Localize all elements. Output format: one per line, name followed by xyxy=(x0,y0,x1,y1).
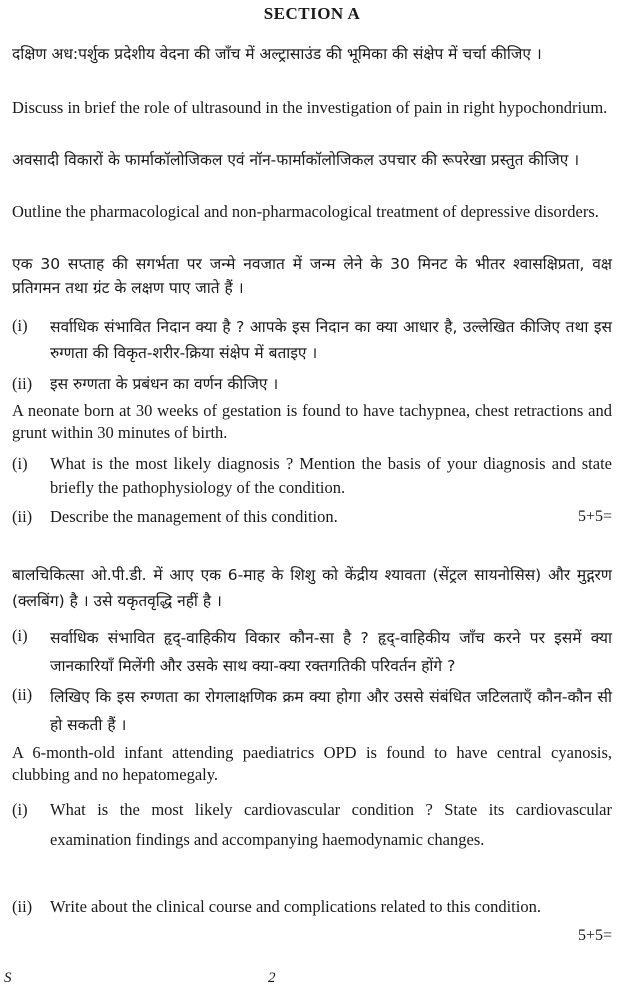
section-title: SECTION A xyxy=(263,4,361,23)
part-text: इस रुग्णता के प्रबंधन का वर्णन कीजिए । xyxy=(50,375,279,393)
page-number: 2 xyxy=(268,970,276,986)
q3-hindi-part-i xyxy=(12,314,612,366)
q3-hindi-part-ii xyxy=(12,372,612,396)
footer-code: S xyxy=(4,970,12,986)
q3-english-part-i xyxy=(12,452,612,500)
q3-english-part-ii xyxy=(12,505,612,529)
part-text: सर्वाधिक संभावित हृद्-वाहिकीय विकार कौन-सा है ? हृद्-वाहिकीय जाँच करने पर इसमें क्या जानकारियाँ मिलेंगी और उसके साथ क्या-क्या रक्तगतिकी परिवर्तन होंगे ? xyxy=(50,629,612,675)
part-text: What is the most likely diagnosis ? Mention the basis of your diagnosis and state briefly the pathophysiology of the condition. xyxy=(50,454,612,497)
q3-hindi: एक 30 सप्ताह की सगर्भता पर जन्मे नवजात में जन्म लेने के 30 मिनट के भीतर श्वासक्षिप्रता, वक्ष प्रतिगमन तथा ग्रंट के लक्षण पाए जाते हैं । xyxy=(12,255,612,297)
q4-marks: 5+5= xyxy=(577,927,612,944)
part-text: लिखिए कि इस रुग्णता का रोगलाक्षणिक क्रम क्या होगा और उससे संबंधित जटिलताएँ कौन-कौन सी हो सकती हैं । xyxy=(50,688,612,734)
q2-hindi: अवसादी विकारों के फार्माकॉलोजिकल एवं नॉन-फार्माकॉलोजिकल उपचार की रूपरेखा प्रस्तुत कीजिए । xyxy=(12,151,580,169)
part-number: (i) xyxy=(12,316,28,335)
part-text: What is the most likely cardiovascular condition ? State its cardiovascular examination findings and accompanying haemodynamic changes. xyxy=(50,800,612,849)
q4-english-part-i xyxy=(12,795,612,855)
part-number: (ii) xyxy=(12,374,33,393)
q1-english: Discuss in brief the role of ultrasound in the investigation of pain in right hypochondrium. xyxy=(12,98,608,117)
part-text: Write about the clinical course and complications related to this condition. xyxy=(50,897,541,916)
q4-hindi: बालचिकित्सा ओ.पी.डी. में आए एक 6-माह के शिशु को केंद्रीय श्यावता (सेंट्रल सायनोसिस) और मुद्गरण (क्लबिंग) है । उसे यकृतवृद्धि नहीं है । xyxy=(12,566,612,610)
q1-hindi: दक्षिण अध:पर्शुक प्रदेशीय वेदना की जाँच में अल्ट्रासाउंड की भूमिका की संक्षेप में चर्चा कीजिए । xyxy=(12,45,542,63)
q4-english: A 6-month-old infant attending paediatrics OPD is found to have central cyanosis, clubbing and no hepatomegaly. xyxy=(12,743,612,784)
part-text: सर्वाधिक संभावित निदान क्या है ? आपके इस निदान का क्या आधार है, उल्लेखित कीजिए तथा इस रुग्णता की विकृत-शरीर-क्रिया संक्षेप में बताइए । xyxy=(50,318,612,362)
part-number: (ii) xyxy=(12,685,33,704)
q4-hindi-part-ii xyxy=(12,683,612,739)
q4-english-part-ii xyxy=(12,892,612,944)
q4-hindi-part-i xyxy=(12,624,612,680)
q3-marks: 5+5= xyxy=(577,508,612,525)
part-number: (i) xyxy=(12,626,28,645)
part-number: (i) xyxy=(12,800,28,819)
part-text: Describe the management of this condition. xyxy=(50,507,338,526)
q2-english: Outline the pharmacological and non-pharmacological treatment of depressive disorders. xyxy=(12,202,599,221)
part-number: (i) xyxy=(12,454,28,473)
part-number: (ii) xyxy=(12,897,33,916)
part-number: (ii) xyxy=(12,507,33,526)
q3-english: A neonate born at 30 weeks of gestation is found to have tachypnea, chest retractions and grunt within 30 minutes of birth. xyxy=(12,401,612,442)
